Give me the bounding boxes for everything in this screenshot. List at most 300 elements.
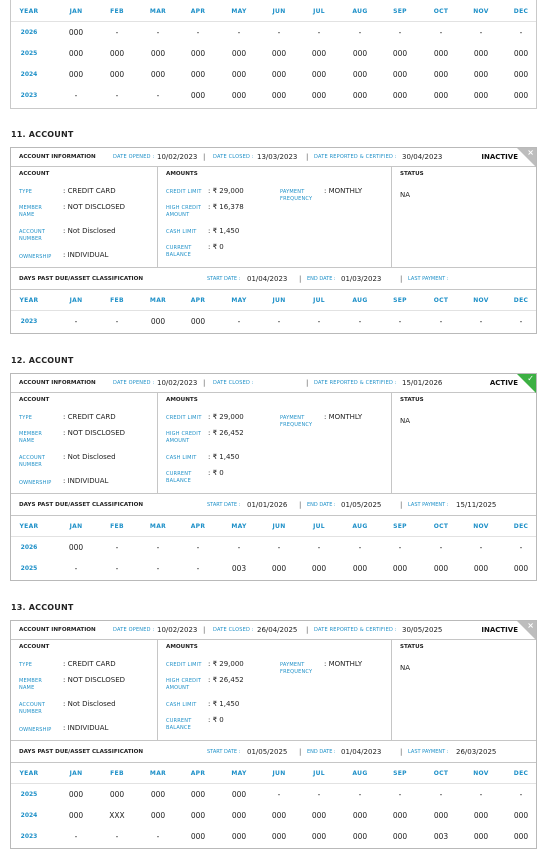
separator: | [400,275,403,283]
account-number-value: : Not Disclosed [63,227,116,235]
ownership-value: : INDIVIDUAL [63,477,109,485]
date-closed-value: 13/03/2023 [257,153,298,161]
month-header-apr: APR [190,770,206,777]
history-cell: - [115,91,119,100]
history-cell: - [196,543,200,552]
date-reported-value: 30/05/2025 [402,626,443,634]
start-date-value: 01/05/2025 [247,748,288,756]
history-row [11,43,536,64]
history-cell: 000 [190,317,206,326]
account-number-value: : Not Disclosed [63,453,116,461]
history-cell: 000 [271,564,287,573]
member-name-label: MEMBER NAME [19,431,43,444]
history-cell: 000 [150,49,166,58]
history-year: 2024 [20,812,38,819]
type-label: TYPE [19,415,33,421]
account-number-label: ACCOUNT NUMBER [19,229,46,242]
date-reported-value: 15/01/2026 [402,379,443,387]
previous-account-history [10,0,537,109]
history-row [11,826,536,847]
year-column-header: YEAR [19,770,39,777]
history-cell: 000 [433,91,449,100]
history-row [11,558,536,579]
date-opened-label: DATE OPENED : [113,154,155,160]
month-header-jan: JAN [69,8,83,15]
history-year: 2026 [20,29,38,36]
history-cell: - [277,317,281,326]
history-cell: - [317,28,321,37]
history-cell: 000 [68,28,84,37]
payment-frequency-value: : MONTHLY [324,660,363,668]
history-cell: - [237,317,241,326]
history-year: 2025 [20,791,38,798]
separator: | [400,501,403,509]
high-credit-amount-value: : ₹ 16,378 [208,203,244,211]
high-credit-amount-label: HIGH CREDIT AMOUNT [166,205,202,218]
month-header-sep: SEP [393,297,407,304]
account-column [11,640,158,740]
history-cell: XXX [109,811,125,820]
account-status-flag: ACTIVE [489,379,518,387]
history-cell: 000 [231,91,247,100]
history-cell: 000 [109,49,125,58]
month-header-may: MAY [231,297,247,304]
end-date-label: END DATE : [307,502,336,508]
month-header-feb: FEB [110,770,124,777]
month-header-aug: AUG [352,523,368,530]
payment-frequency-label: PAYMENT FREQUENCY [280,415,313,428]
account-information-label: ACCOUNT INFORMATION [19,627,96,633]
history-cell: 000 [231,832,247,841]
account-card [10,620,537,849]
credit-limit-value: : ₹ 29,000 [208,187,244,195]
date-opened-value: 10/02/2023 [157,153,198,161]
year-column-header: YEAR [19,8,39,15]
history-cell: 000 [271,70,287,79]
days-past-due-bar [11,494,536,516]
history-cell: 000 [513,49,529,58]
month-header-jul: JUL [313,523,325,530]
date-closed-label: DATE CLOSED : [213,627,254,633]
cash-limit-value: : ₹ 1,450 [208,700,240,708]
history-cell: 000 [513,564,529,573]
amounts-column [158,167,392,267]
history-cell: 000 [352,832,368,841]
separator: | [299,501,302,509]
history-cell: 000 [352,49,368,58]
month-header-mar: MAR [149,297,167,304]
history-year: 2025 [20,50,38,57]
account-number-label: ACCOUNT NUMBER [19,455,46,468]
history-cell: 000 [473,832,489,841]
month-header-dec: DEC [513,523,529,530]
history-cell: 000 [271,49,287,58]
payment-frequency-value: : MONTHLY [324,413,363,421]
history-cell: 000 [433,49,449,58]
credit-limit-label: CREDIT LIMIT [166,662,202,668]
history-cell: - [115,28,119,37]
end-date-value: 01/04/2023 [341,748,382,756]
history-cell: - [115,317,119,326]
history-cell: 000 [150,70,166,79]
separator: | [306,153,309,161]
account-title: 12. ACCOUNT [11,356,74,365]
active-check-icon: ✓ [517,374,536,393]
grid-header-row [11,516,536,537]
history-cell: - [398,543,402,552]
history-cell: - [439,543,443,552]
history-cell: 000 [513,832,529,841]
history-cell: - [439,317,443,326]
history-cell: 000 [513,91,529,100]
month-header-apr: APR [190,8,206,15]
current-balance-value: : ₹ 0 [208,469,224,477]
history-cell: - [115,564,119,573]
start-date-value: 01/04/2023 [247,275,288,283]
history-cell: - [317,790,321,799]
account-heading: ACCOUNT [19,171,50,177]
month-header-oct: OCT [433,770,449,777]
date-reported-label: DATE REPORTED & CERTIFIED : [314,154,397,160]
ownership-label: OWNERSHIP [19,727,52,733]
history-cell: 000 [150,811,166,820]
date-opened-value: 10/02/2023 [157,379,198,387]
history-cell: - [196,564,200,573]
account-status-flag: INACTIVE [481,153,518,161]
history-cell: - [479,28,483,37]
account-card [10,373,537,581]
separator: | [203,626,206,634]
end-date-label: END DATE : [307,749,336,755]
cash-limit-value: : ₹ 1,450 [208,453,240,461]
history-cell: - [398,28,402,37]
history-cell: - [277,790,281,799]
history-cell: 000 [352,811,368,820]
date-reported-label: DATE REPORTED & CERTIFIED : [314,627,397,633]
history-cell: - [115,832,119,841]
account-column [11,393,158,493]
grid-header-row [11,1,536,22]
history-row [11,311,536,332]
history-cell: 000 [231,790,247,799]
type-value: : CREDIT CARD [63,413,116,421]
history-cell: - [519,28,523,37]
history-cell: 000 [352,70,368,79]
month-header-jan: JAN [69,297,83,304]
year-column-header: YEAR [19,297,39,304]
month-header-jul: JUL [313,8,325,15]
last-payment-value: 26/03/2025 [456,748,497,756]
cash-limit-label: CASH LIMIT [166,455,197,461]
high-credit-amount-label: HIGH CREDIT AMOUNT [166,431,202,444]
history-cell: - [358,543,362,552]
history-cell: - [277,28,281,37]
history-cell: - [277,543,281,552]
history-cell: 000 [433,70,449,79]
history-cell: 000 [311,564,327,573]
history-cell: - [358,317,362,326]
history-cell: 000 [311,70,327,79]
history-cell: 003 [231,564,247,573]
start-date-label: START DATE : [207,502,241,508]
status-heading: STATUS [400,644,424,650]
payment-history-grid [11,516,536,579]
history-cell: 000 [190,70,206,79]
history-cell: - [156,28,160,37]
month-header-mar: MAR [149,770,167,777]
credit-limit-label: CREDIT LIMIT [166,189,202,195]
high-credit-amount-value: : ₹ 26,452 [208,429,244,437]
history-year: 2023 [20,92,38,99]
account-information-label: ACCOUNT INFORMATION [19,154,96,160]
history-cell: - [479,317,483,326]
account-information-label: ACCOUNT INFORMATION [19,380,96,386]
type-value: : CREDIT CARD [63,660,116,668]
history-row [11,537,536,558]
history-cell: 000 [271,91,287,100]
payment-history-grid [11,290,536,332]
history-cell: 000 [473,564,489,573]
history-year: 2024 [20,71,38,78]
history-cell: 000 [311,49,327,58]
account-title: 11. ACCOUNT [11,130,74,139]
history-cell: - [358,28,362,37]
account-status-flag: INACTIVE [481,626,518,634]
status-value: NA [400,191,411,199]
year-column-header: YEAR [19,523,39,530]
history-row [11,784,536,805]
history-cell: - [519,790,523,799]
month-header-oct: OCT [433,297,449,304]
member-name-value: : NOT DISCLOSED [63,429,126,437]
history-cell: - [156,543,160,552]
ownership-label: OWNERSHIP [19,254,52,260]
history-cell: 000 [109,70,125,79]
month-header-nov: NOV [473,770,489,777]
history-cell: - [156,832,160,841]
history-cell: 000 [392,832,408,841]
date-reported-value: 30/04/2023 [402,153,443,161]
month-header-nov: NOV [473,523,489,530]
history-cell: - [237,28,241,37]
history-cell: 000 [271,832,287,841]
last-payment-value: 15/11/2025 [456,501,497,509]
history-cell: 000 [473,70,489,79]
history-row [11,64,536,85]
history-cell: 000 [433,564,449,573]
last-payment-label: LAST PAYMENT : [408,276,449,282]
date-closed-value: 26/04/2025 [257,626,298,634]
history-cell: - [439,28,443,37]
member-name-value: : NOT DISCLOSED [63,676,126,684]
account-heading: ACCOUNT [19,397,50,403]
history-cell: - [398,317,402,326]
history-cell: - [479,790,483,799]
month-header-apr: APR [190,297,206,304]
history-cell: 000 [231,49,247,58]
days-past-due-label: DAYS PAST DUE/ASSET CLASSIFICATION [19,749,144,755]
grid-header-row [11,763,536,784]
history-cell: - [317,317,321,326]
history-cell: - [156,91,160,100]
history-cell: - [519,317,523,326]
history-cell: 000 [231,70,247,79]
start-date-label: START DATE : [207,749,241,755]
credit-limit-label: CREDIT LIMIT [166,415,202,421]
month-header-jan: JAN [69,523,83,530]
history-cell: 000 [68,543,84,552]
history-cell: - [479,543,483,552]
cash-limit-value: : ₹ 1,450 [208,227,240,235]
month-header-apr: APR [190,523,206,530]
history-cell: 000 [68,790,84,799]
month-header-oct: OCT [433,8,449,15]
status-column [392,167,536,267]
account-title: 13. ACCOUNT [11,603,74,612]
start-date-label: START DATE : [207,276,241,282]
month-header-dec: DEC [513,770,529,777]
history-cell: 000 [352,91,368,100]
history-cell: 000 [190,790,206,799]
history-cell: - [74,564,78,573]
ownership-label: OWNERSHIP [19,480,52,486]
account-details [11,167,536,268]
current-balance-label: CURRENT BALANCE [166,245,192,258]
month-header-may: MAY [231,8,247,15]
amounts-heading: AMOUNTS [166,397,198,403]
month-header-sep: SEP [393,8,407,15]
start-date-value: 01/01/2026 [247,501,288,509]
month-header-sep: SEP [393,523,407,530]
status-value: NA [400,417,411,425]
history-row [11,85,536,106]
account-column [11,167,158,267]
month-header-aug: AUG [352,8,368,15]
month-header-mar: MAR [149,523,167,530]
account-heading: ACCOUNT [19,644,50,650]
separator: | [400,748,403,756]
history-cell: 000 [311,91,327,100]
history-cell: - [237,543,241,552]
date-closed-label: DATE CLOSED : [213,154,254,160]
month-header-jul: JUL [313,770,325,777]
history-cell: 000 [190,91,206,100]
history-cell: - [358,790,362,799]
history-cell: - [74,317,78,326]
payment-history-grid [11,763,536,847]
days-past-due-bar [11,741,536,763]
end-date-value: 01/05/2025 [341,501,382,509]
history-cell: 000 [433,811,449,820]
month-header-dec: DEC [513,297,529,304]
history-cell: 000 [190,832,206,841]
amounts-heading: AMOUNTS [166,171,198,177]
month-header-aug: AUG [352,297,368,304]
month-header-sep: SEP [393,770,407,777]
month-header-jun: JUN [272,8,286,15]
month-header-jun: JUN [272,770,286,777]
month-header-jun: JUN [272,523,286,530]
history-cell: - [439,790,443,799]
history-year: 2026 [20,544,38,551]
history-cell: - [196,28,200,37]
history-cell: 000 [190,49,206,58]
history-cell: 003 [433,832,449,841]
payment-frequency-value: : MONTHLY [324,187,363,195]
payment-frequency-label: PAYMENT FREQUENCY [280,189,313,202]
end-date-value: 01/03/2023 [341,275,382,283]
type-label: TYPE [19,189,33,195]
history-cell: 000 [271,811,287,820]
month-header-feb: FEB [110,297,124,304]
history-cell: 000 [231,811,247,820]
separator: | [203,153,206,161]
current-balance-value: : ₹ 0 [208,243,224,251]
separator: | [299,275,302,283]
date-opened-label: DATE OPENED : [113,380,155,386]
date-opened-label: DATE OPENED : [113,627,155,633]
status-column [392,640,536,740]
history-cell: 000 [311,832,327,841]
end-date-label: END DATE : [307,276,336,282]
account-number-label: ACCOUNT NUMBER [19,702,46,715]
current-balance-label: CURRENT BALANCE [166,718,192,731]
separator: | [299,748,302,756]
type-label: TYPE [19,662,33,668]
history-cell: 000 [392,49,408,58]
account-details [11,393,536,494]
ownership-value: : INDIVIDUAL [63,724,109,732]
history-cell: 000 [392,564,408,573]
date-closed-label: DATE CLOSED : [213,380,254,386]
days-past-due-label: DAYS PAST DUE/ASSET CLASSIFICATION [19,502,144,508]
history-cell: 000 [392,91,408,100]
status-column [392,393,536,493]
history-cell: 000 [311,811,327,820]
account-number-value: : Not Disclosed [63,700,116,708]
high-credit-amount-label: HIGH CREDIT AMOUNT [166,678,202,691]
month-header-dec: DEC [513,8,529,15]
amounts-column [158,640,392,740]
month-header-jun: JUN [272,297,286,304]
month-header-may: MAY [231,523,247,530]
account-card [10,147,537,334]
member-name-label: MEMBER NAME [19,205,43,218]
separator: | [306,379,309,387]
inactive-x-icon: × [517,621,536,640]
history-cell: - [398,790,402,799]
payment-frequency-label: PAYMENT FREQUENCY [280,662,313,675]
ownership-value: : INDIVIDUAL [63,251,109,259]
month-header-feb: FEB [110,523,124,530]
date-opened-value: 10/02/2023 [157,626,198,634]
status-value: NA [400,664,411,672]
account-information-bar [11,621,536,640]
history-cell: - [115,543,119,552]
month-header-may: MAY [231,770,247,777]
separator: | [306,626,309,634]
account-details [11,640,536,741]
history-cell: 000 [473,91,489,100]
high-credit-amount-value: : ₹ 26,452 [208,676,244,684]
status-heading: STATUS [400,397,424,403]
month-header-nov: NOV [473,297,489,304]
month-header-mar: MAR [149,8,167,15]
account-information-bar [11,374,536,393]
history-cell: - [156,564,160,573]
date-reported-label: DATE REPORTED & CERTIFIED : [314,380,397,386]
month-header-nov: NOV [473,8,489,15]
